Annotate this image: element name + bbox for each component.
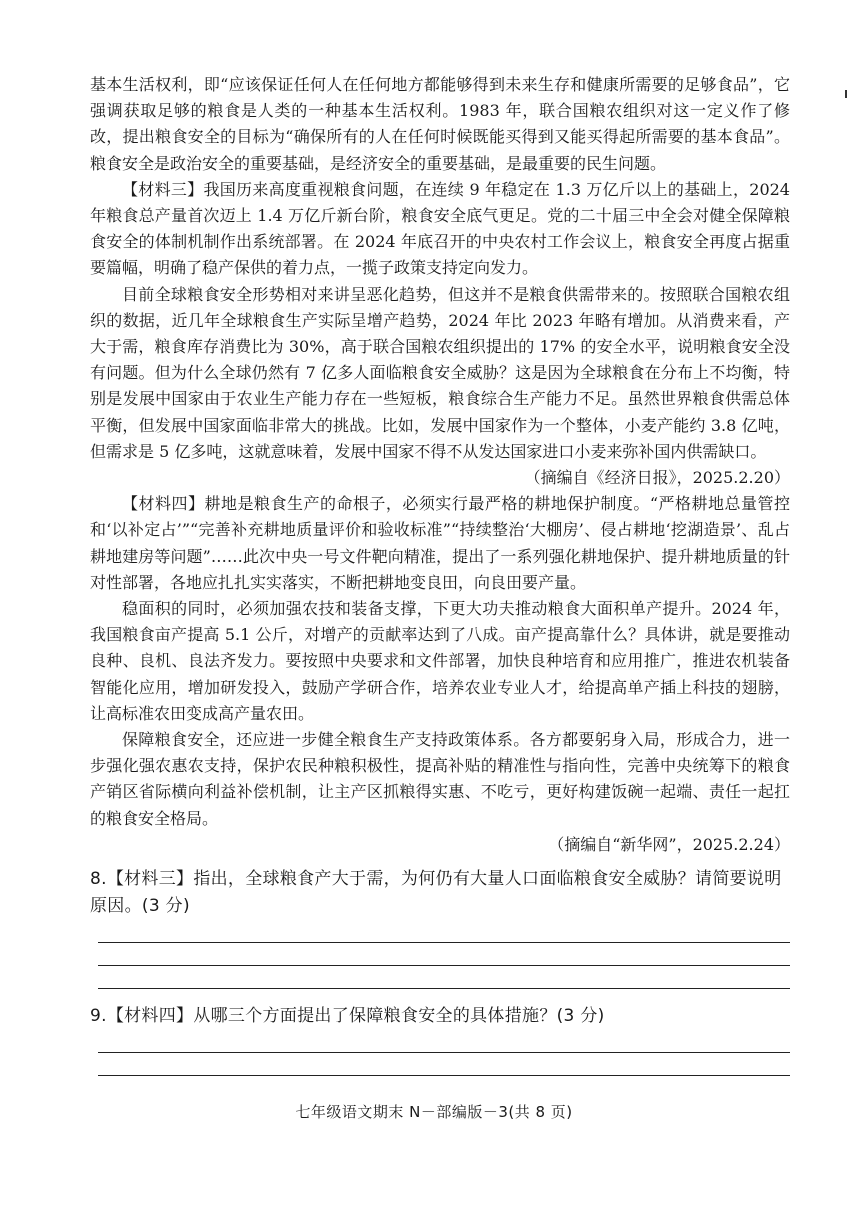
source-citation-xinhua: （摘编自“新华网”，2025.2.24）	[548, 834, 790, 854]
paragraph-global-food-situation: 目前全球粮食安全形势相对来讲呈恶化趋势，但这并不是粮食供需带来的。按照联合国粮农组织的数据，近几年全球粮食生产实际呈增产趋势，2024 年比 2023 年略有增加。从消费来看，产大于需，粮食库存消费比为 30%，高于联合国粮农组织提出的 17% 的安全水平，说明粮食安全没有问题。但为什么全球仍然有 7 亿多人面临粮食安全威胁？这是因为全球粮食在分布上不均衡，特别是发展中国家由于农业生产能力存在一些短板，粮食综合生产能力不足。虽然世界粮食供需总体平衡，但发展中国家面临非常大的挑战。比如，发展中国家作为一个整体，小麦产能约 3.8 亿吨，但需求是 5 亿多吨，这就意味着，发展中国家不得不从发达国家进口小麦来弥补国内供需缺口。	[90, 284, 790, 461]
answer-line[interactable]	[98, 1053, 790, 1076]
answer-line[interactable]	[98, 1030, 790, 1053]
question-8: 8.【材料三】指出，全球粮食产大于需，为何仍有大量人口面临粮食安全威胁？请简要说明原因。(3 分)	[90, 869, 782, 917]
edge-mark	[845, 90, 847, 98]
question-8-block	[90, 866, 790, 989]
page-content	[90, 72, 790, 1076]
paragraph-material-two-end: 基本生活权利，即“应该保证任何人在任何地方都能够得到未来生存和健康所需要的足够食品”，它强调获取足够的粮食是人类的一种基本生活权利。1983 年，联合国粮农组织对这一定义作了修改，提出粮食安全的目标为“确保所有的人在任何时候既能买得到又能买得起所需要的基本食品”。粮食安全是政治安全的重要基础，是经济安全的重要基础，是最重要的民生问题。	[90, 75, 790, 173]
answer-line[interactable]	[98, 943, 790, 966]
paragraph-material-three: 【材料三】我国历来高度重视粮食问题，在连续 9 年稳定在 1.3 万亿斤以上的基础上，2024 年粮食总产量首次迈上 1.4 万亿斤新台阶，粮食安全底气更足。党的二十届三中全会对健全保障粮食安全的体制机制作出系统部署。在 2024 年底召开的中央农村工作会议上，粮食安全再度占据重要篇幅，明确了稳产保供的着力点，一揽子政策支持定向发力。	[90, 179, 790, 278]
question-9: 9.【材料四】从哪三个方面提出了保障粮食安全的具体措施？(3 分)	[90, 1006, 605, 1027]
answer-line[interactable]	[98, 920, 790, 943]
question-9-block	[90, 1003, 790, 1076]
source-citation-economic-daily: （摘编自《经济日报》，2025.2.20）	[524, 468, 790, 488]
paragraph-material-four: 【材料四】耕地是粮食生产的命根子，必须实行最严格的耕地保护制度。“严格耕地总量管控和‘以补定占’”“完善补充耕地质量评价和验收标准”“持续整治‘大棚房’、侵占耕地‘挖湖造景’、乱占耕地建房等问题”……此次中央一号文件靶向精准，提出了一系列强化耕地保护、提升耕地质量的针对性部署，各地应扎扎实实落实，不断把耕地变良田，向良田要产量。	[90, 494, 790, 592]
paragraph-yield-improvement: 稳面积的同时，必须加强农技和装备支撑，下更大功夫推动粮食大面积单产提升。2024 年，我国粮食亩产提高 5.1 公斤，对增产的贡献率达到了八成。亩产提高靠什么？具体讲，就是要推动良种、良机、良法齐发力。要按照中央要求和文件部署，加快良种培育和应用推广，推进农机装备智能化应用，增加研发投入，鼓励产学研合作，培养农业专业人才，给提高单产插上科技的翅膀，让高标准农田变成高产量农田。	[90, 599, 790, 723]
page-footer: 七年级语文期末 N－部编版－3(共 8 页)	[295, 1103, 573, 1121]
answer-line[interactable]	[98, 966, 790, 989]
paragraph-policy-support: 保障粮食安全，还应进一步健全粮食生产支持政策体系。各方都要躬身入局，形成合力，进一步强化强农惠农支持，保护农民种粮积极性，提高补贴的精准性与指向性，完善中央统筹下的粮食产销区省际横向利益补偿机制，让主产区抓粮得实惠、不吃亏，更好构建饭碗一起端、责任一起扛的粮食安全格局。	[90, 730, 790, 828]
